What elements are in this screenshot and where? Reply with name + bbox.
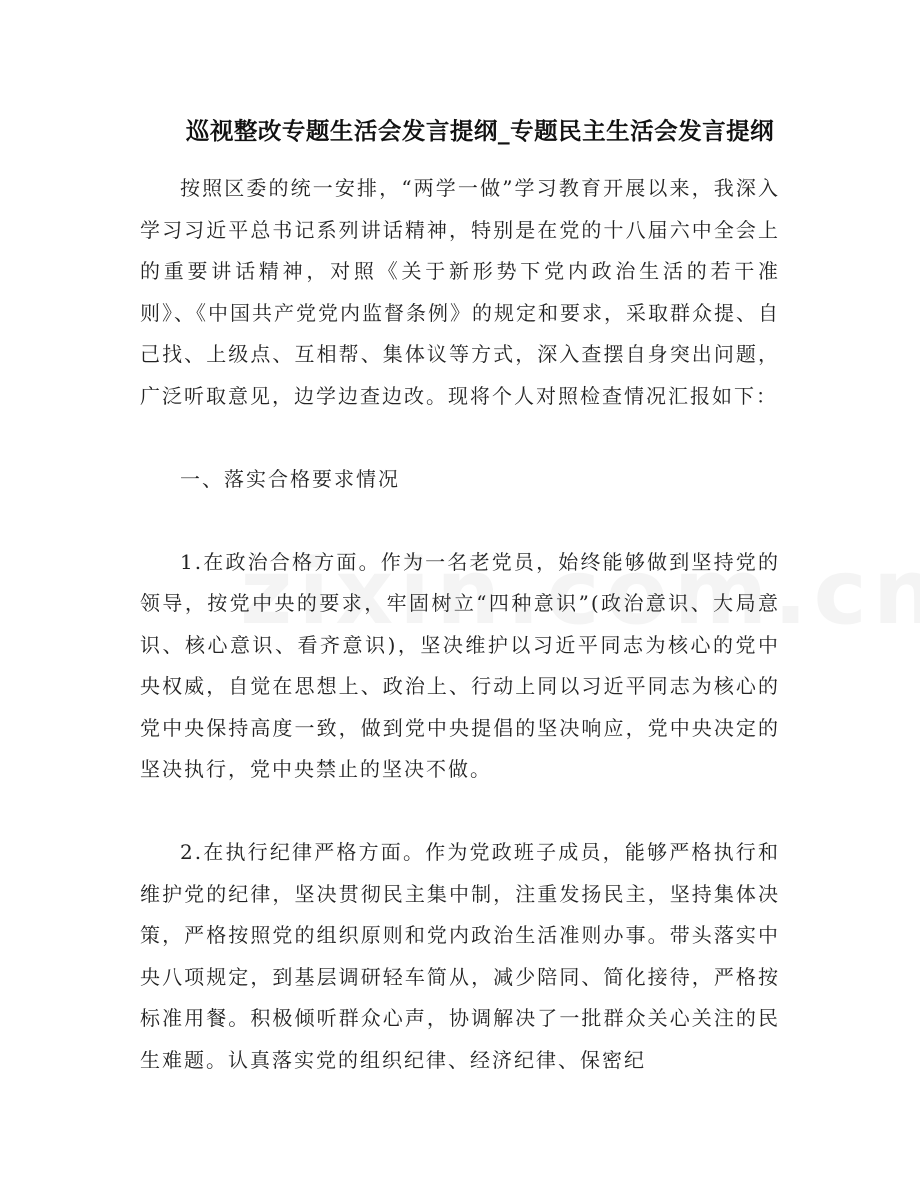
section-heading: 一、落实合格要求情况 [180, 466, 400, 491]
paragraph-spacer [140, 791, 780, 833]
item-paragraph-2: 2.在执行纪律严格方面。作为党政班子成员，能够严格执行和维护党的纪律，坚决贯彻民主集中制，注重发扬民主，坚持集体决策，严格按照党的组织原则和党内政治生活准则办事。带头落实中央八项规定，到基层调研轻车简从，减少陪同、简化接待，严格按标准用餐。积极倾听群众心声，协调解决了一批群众关心关注的民生难题。认真落实党的组织纪律、经济纪律、保密纪 [140, 840, 780, 1072]
paragraph-spacer [140, 500, 780, 542]
paragraph-spacer [140, 417, 780, 459]
intro-paragraph: 按照区委的统一安排，“两学一做”学习教育开展以来，我深入学习习近平总书记系列讲话精神，特别是在党的十八届六中全会上的重要讲话精神，对照《关于新形势下党内政治生活的若干准则》、《中国共产党党内监督条例》的规定和要求，采取群众提、自己找、上级点、互相帮、集体议等方式，深入查摆自身突出问题，广泛听取意见，边学边查边改。现将个人对照检查情况汇报如下： [140, 176, 780, 408]
item-paragraph-1: 1.在政治合格方面。作为一名老党员，始终能够做到坚持党的领导，按党中央的要求，牢固树立“四种意识”(政治意识、大局意识、核心意识、看齐意识)，坚决维护以习近平同志为核心的党中央权威，自觉在思想上、政治上、行动上同以习近平同志为核心的党中央保持高度一致，做到党中央提倡的坚决响应，党中央决定的坚决执行，党中央禁止的坚决不做。 [140, 549, 780, 781]
document-title: 巡视整改专题生活会发言提纲_专题民主生活会发言提纲 [185, 117, 775, 145]
document-body [140, 168, 780, 1081]
